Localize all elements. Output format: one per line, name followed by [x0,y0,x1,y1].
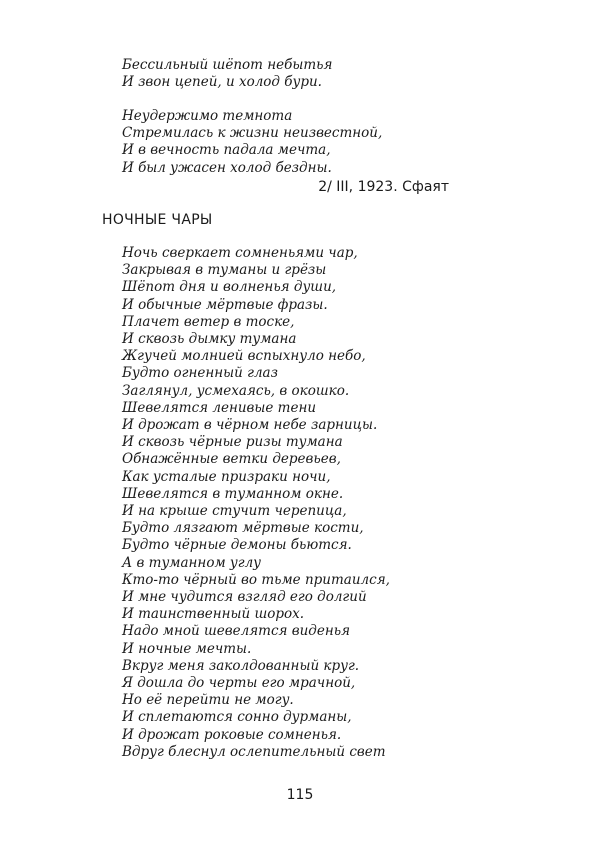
poem-line: Закрывая в туманы и грёзы [122,262,327,279]
poem-line: И был ужасен холод бездны. [122,159,332,176]
stanza-1 [122,57,332,91]
stanza-2 [122,108,382,177]
poem-line: Стремилась к жизни неизвестной, [122,125,383,142]
poem-line: И сквозь чёрные ризы тумана [122,434,343,451]
poem-line: Ночь сверкает сомненьями чар, [122,245,358,261]
poem-line: Жгучей молнией вспыхнуло небо, [122,348,366,365]
poem-line: И таинственный шорох. [122,606,305,623]
poem-line: Вкруг меня заколдованный круг. [122,657,360,674]
poem-line: Обнажённые ветки деревьев, [122,451,341,468]
date-place-attribution: 2/ III, 1923. Сфаят [318,179,449,195]
poem-line: Вдруг блеснул ослепительный свет [122,743,386,760]
poem-line: И на крыше стучит черепица, [122,503,347,520]
poem-line: Заглянул, усмехаясь, в окошко. [122,382,350,399]
poem-line: Будто огненный глаз [122,365,278,382]
poem-line: И звон цепей, и холод бури. [122,74,322,91]
poem-line: И в вечность падала мечта, [122,142,331,159]
poem-line: И ночные мечты. [122,640,252,657]
poem-line: Неудержимо темнота [122,108,293,124]
poem-line: Шевелятся в туманном окне. [122,485,344,502]
poem-line: Плачет ветер в тоске, [122,313,295,330]
poem-line: Я дошла до черты его мрачной, [122,675,356,692]
poem-line: И сплетаются сонно дурманы, [122,709,352,726]
poem-line: Будто чёрные демоны бьются. [122,537,352,554]
poem-line: Как усталые призраки ночи, [122,468,331,485]
poem-line: Шёпот дня и волненья души, [122,279,337,296]
poem-line: И мне чудится взгляд его долгий [122,589,367,606]
poem-line: И сквозь дымку тумана [122,331,297,348]
poem-line: И обычные мёртвые фразы. [122,296,328,313]
poem-line: Но её перейти не могу. [122,692,294,709]
poem-body [122,245,390,761]
poem-line: Надо мной шевелятся виденья [122,623,351,640]
poem-line: Бессильный шёпот небытья [122,57,333,73]
poem-line: Кто-то чёрный во тьме притаился, [122,571,390,588]
poem-line: Шевелятся ленивые тени [122,399,317,416]
page-number: 115 [286,787,314,803]
poem-line: И дрожат роковые сомненья. [122,726,342,743]
poem-line: А в туманном углу [122,554,262,571]
poem-line: Будто лязгают мёртвые кости, [122,520,364,537]
poem-title: НОЧНЫЕ ЧАРЫ [102,212,213,228]
poem-line: И дрожат в чёрном небе зарницы. [122,417,378,434]
